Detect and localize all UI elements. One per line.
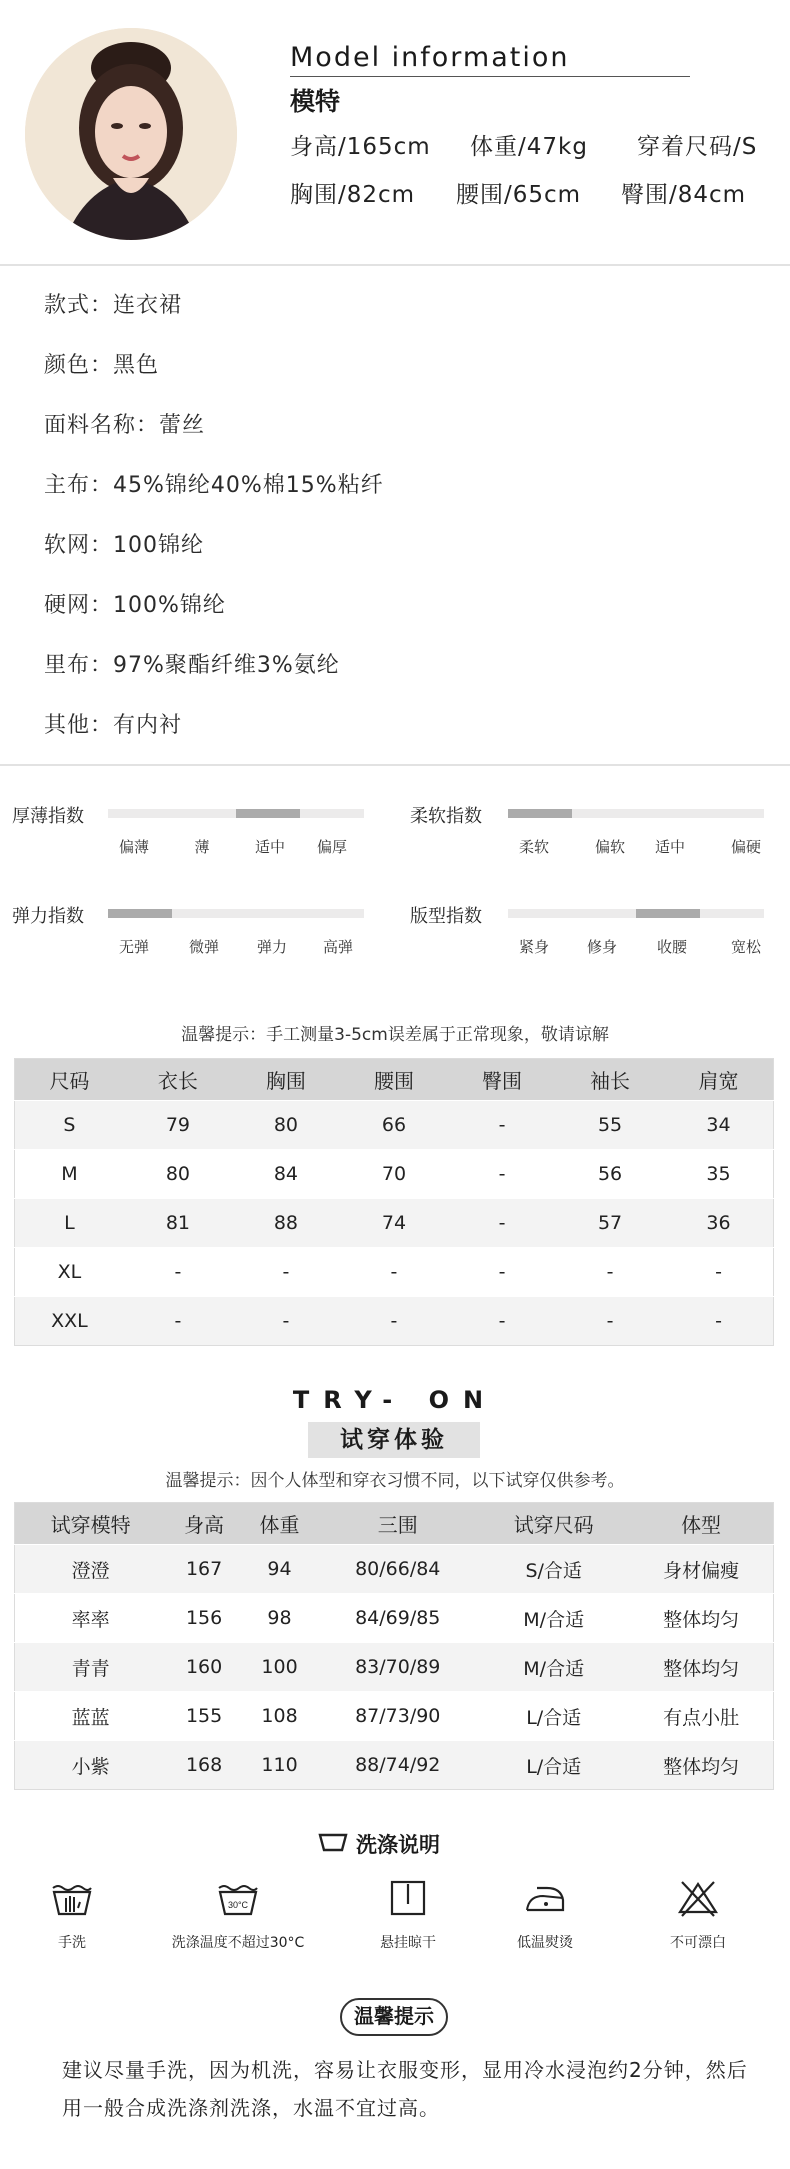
table-row <box>15 1101 774 1150</box>
product-hard-mesh: 硬网：100%锦纶 <box>44 593 226 618</box>
table-cell: 83/70/89 <box>317 1643 478 1692</box>
table-cell: 108 <box>242 1692 317 1741</box>
table-cell: 36 <box>664 1199 773 1248</box>
wash-item-hand <box>0 1878 147 1952</box>
table-cell: M/合适 <box>478 1643 629 1692</box>
table-cell: - <box>556 1297 664 1346</box>
table-cell: 率率 <box>15 1594 167 1643</box>
table-cell: 澄澄 <box>15 1545 167 1594</box>
table-row <box>15 1741 774 1790</box>
index-option: 宽松 <box>730 938 762 956</box>
table-header-cell: 袖长 <box>556 1059 664 1101</box>
table-cell: - <box>340 1248 448 1297</box>
table-row <box>15 1594 774 1643</box>
table-cell: - <box>340 1297 448 1346</box>
wash-title-text: 洗涤说明 <box>356 1833 440 1857</box>
divider <box>0 764 790 766</box>
table-row <box>15 1297 774 1346</box>
table-header-cell: 三围 <box>317 1503 478 1545</box>
tip-title: 温馨提示 <box>354 2004 434 2028</box>
table-cell: XXL <box>15 1297 124 1346</box>
index-label: 弹力指数 <box>12 906 84 927</box>
table-row <box>15 1248 774 1297</box>
table-cell: 身材偏瘦 <box>629 1545 773 1594</box>
model-size: 穿着尺码/S <box>637 134 758 160</box>
table-cell: 蓝蓝 <box>15 1692 167 1741</box>
table-header-cell: 腰围 <box>340 1059 448 1101</box>
table-cell: 34 <box>664 1101 773 1150</box>
index-level <box>508 809 572 818</box>
table-cell: - <box>664 1248 773 1297</box>
model-hip: 臀围/84cm <box>621 182 747 208</box>
wash-temperature-icon <box>216 1878 260 1918</box>
tryon-title-en: TRY- ON <box>292 1386 498 1414</box>
table-cell: 81 <box>124 1199 232 1248</box>
table-cell: 79 <box>124 1101 232 1150</box>
table-cell: 66 <box>340 1101 448 1150</box>
wash-label: 手洗 <box>58 1935 86 1951</box>
index-track <box>108 909 364 918</box>
table-cell: - <box>448 1297 556 1346</box>
table-row <box>15 1545 774 1594</box>
wash-item-hang-dry <box>333 1878 483 1952</box>
index-option: 适中 <box>654 838 686 856</box>
model-avatar <box>25 28 237 240</box>
table-cell: 整体均匀 <box>629 1594 773 1643</box>
index-track <box>108 809 364 818</box>
table-header-cell: 衣长 <box>124 1059 232 1101</box>
index-option: 薄 <box>194 838 210 856</box>
table-cell: 100 <box>242 1643 317 1692</box>
table-header-cell: 体重 <box>242 1503 317 1545</box>
tip-text-line: 建议尽量手洗，因为机洗，容易让衣服变形，显用冷水浸泡约2分钟，然后 <box>62 2058 748 2082</box>
table-cell: 56 <box>556 1150 664 1199</box>
table-cell: - <box>448 1150 556 1199</box>
table-cell: M/合适 <box>478 1594 629 1643</box>
table-cell: 74 <box>340 1199 448 1248</box>
table-cell: L/合适 <box>478 1692 629 1741</box>
table-header-cell: 身高 <box>166 1503 241 1545</box>
index-option: 偏硬 <box>730 838 762 856</box>
table-header-cell: 肩宽 <box>664 1059 773 1101</box>
table-header-cell: 试穿模特 <box>15 1503 167 1545</box>
index-option: 微弹 <box>188 938 220 956</box>
product-main-fabric: 主布：45%锦纶40%棉15%粘纤 <box>44 473 384 498</box>
table-cell: - <box>664 1297 773 1346</box>
table-cell: M <box>15 1150 124 1199</box>
table-header-cell: 尺码 <box>15 1059 124 1101</box>
table-cell: L/合适 <box>478 1741 629 1790</box>
table-row <box>15 1150 774 1199</box>
wash-label: 不可漂白 <box>670 1935 726 1951</box>
table-cell: 55 <box>556 1101 664 1150</box>
index-track <box>508 909 764 918</box>
index-option: 收腰 <box>656 938 688 956</box>
index-option: 偏厚 <box>316 838 348 856</box>
index-option: 适中 <box>254 838 286 856</box>
table-cell: - <box>448 1248 556 1297</box>
table-header-cell: 体型 <box>629 1503 773 1545</box>
wash-label: 低温熨烫 <box>517 1935 573 1951</box>
tryon-note: 温馨提示：因个人体型和穿衣习惯不同，以下试穿仅供参考。 <box>165 1471 625 1491</box>
table-cell: 156 <box>166 1594 241 1643</box>
table-cell: - <box>124 1248 232 1297</box>
tryon-table <box>14 1502 774 1790</box>
table-cell: 84/69/85 <box>317 1594 478 1643</box>
table-header-row <box>15 1503 774 1545</box>
table-cell: 70 <box>340 1150 448 1199</box>
table-cell: - <box>232 1297 340 1346</box>
table-header-cell: 臀围 <box>448 1059 556 1101</box>
wash-label: 洗涤温度不超过30°C <box>171 1935 305 1951</box>
table-cell: 有点小肚 <box>629 1692 773 1741</box>
table-header-row <box>15 1059 774 1101</box>
table-cell: 35 <box>664 1150 773 1199</box>
divider <box>290 76 690 77</box>
model-bust: 胸围/82cm <box>290 182 416 208</box>
product-fabric-name: 面料名称：蕾丝 <box>44 413 206 438</box>
table-cell: 88/74/92 <box>317 1741 478 1790</box>
low-iron-icon <box>523 1878 567 1918</box>
model-title-en: Model information <box>290 42 570 73</box>
table-cell: 青青 <box>15 1643 167 1692</box>
table-cell: 80/66/84 <box>317 1545 478 1594</box>
product-lining: 里布：97%聚酯纤维3%氨纶 <box>44 653 340 678</box>
wash-temperature-text: 30°C <box>227 1900 249 1910</box>
table-cell: 84 <box>232 1150 340 1199</box>
product-style: 款式：连衣裙 <box>44 293 183 318</box>
index-option: 弹力 <box>256 938 288 956</box>
size-table <box>14 1058 774 1346</box>
index-level <box>236 809 300 818</box>
table-cell: - <box>124 1297 232 1346</box>
index-option: 无弹 <box>118 938 150 956</box>
product-color: 颜色：黑色 <box>44 353 160 378</box>
table-row <box>15 1692 774 1741</box>
table-cell: 160 <box>166 1643 241 1692</box>
hang-dry-icon <box>386 1878 430 1918</box>
table-cell: - <box>448 1101 556 1150</box>
table-cell: 167 <box>166 1545 241 1594</box>
table-cell: 57 <box>556 1199 664 1248</box>
model-weight: 体重/47kg <box>470 134 588 160</box>
index-option: 偏软 <box>594 838 626 856</box>
table-cell: - <box>232 1248 340 1297</box>
wash-label: 悬挂晾干 <box>380 1935 436 1951</box>
no-bleach-icon <box>676 1878 720 1918</box>
tryon-title-cn: 试穿体验 <box>340 1427 448 1453</box>
table-cell: 87/73/90 <box>317 1692 478 1741</box>
table-cell: 80 <box>232 1101 340 1150</box>
index-option: 修身 <box>586 938 618 956</box>
tip-text-line: 用一般合成洗涤剂洗涤，水温不宜过高。 <box>62 2096 440 2120</box>
model-waist: 腰围/65cm <box>456 182 582 208</box>
table-cell: 80 <box>124 1150 232 1199</box>
table-header-cell: 试穿尺码 <box>478 1503 629 1545</box>
index-option: 柔软 <box>518 838 550 856</box>
index-option: 高弹 <box>322 938 354 956</box>
index-label: 版型指数 <box>410 906 482 927</box>
index-level <box>636 909 700 918</box>
divider <box>0 264 790 266</box>
table-cell: 整体均匀 <box>629 1741 773 1790</box>
wash-title <box>318 1826 440 1862</box>
table-cell: 88 <box>232 1199 340 1248</box>
index-label: 厚薄指数 <box>12 806 84 827</box>
table-cell: - <box>448 1199 556 1248</box>
table-cell: 98 <box>242 1594 317 1643</box>
table-cell: 155 <box>166 1692 241 1741</box>
product-other: 其他：有内衬 <box>44 713 183 738</box>
model-height: 身高/165cm <box>290 134 431 160</box>
wash-item-iron <box>470 1878 620 1952</box>
index-option: 紧身 <box>518 938 550 956</box>
table-cell: 110 <box>242 1741 317 1790</box>
wash-item-no-bleach <box>623 1878 773 1952</box>
table-row <box>15 1199 774 1248</box>
model-information-section <box>0 0 790 265</box>
table-cell: S <box>15 1101 124 1150</box>
size-note: 温馨提示：手工测量3-5cm误差属于正常现象，敬请谅解 <box>181 1025 609 1045</box>
table-cell: 整体均匀 <box>629 1643 773 1692</box>
table-header-cell: 胸围 <box>232 1059 340 1101</box>
product-soft-mesh: 软网：100锦纶 <box>44 533 204 558</box>
table-cell: L <box>15 1199 124 1248</box>
table-cell: S/合适 <box>478 1545 629 1594</box>
index-level <box>108 909 172 918</box>
wash-basin-icon <box>318 1831 348 1857</box>
index-track <box>508 809 764 818</box>
index-label: 柔软指数 <box>410 806 482 827</box>
table-cell: 小紫 <box>15 1741 167 1790</box>
table-cell: XL <box>15 1248 124 1297</box>
hand-wash-icon <box>50 1878 94 1918</box>
wash-item-temperature <box>163 1878 313 1952</box>
model-title-cn: 模特 <box>290 87 341 116</box>
table-cell: 94 <box>242 1545 317 1594</box>
index-option: 偏薄 <box>118 838 150 856</box>
table-cell: 168 <box>166 1741 241 1790</box>
table-cell: - <box>556 1248 664 1297</box>
table-row <box>15 1643 774 1692</box>
